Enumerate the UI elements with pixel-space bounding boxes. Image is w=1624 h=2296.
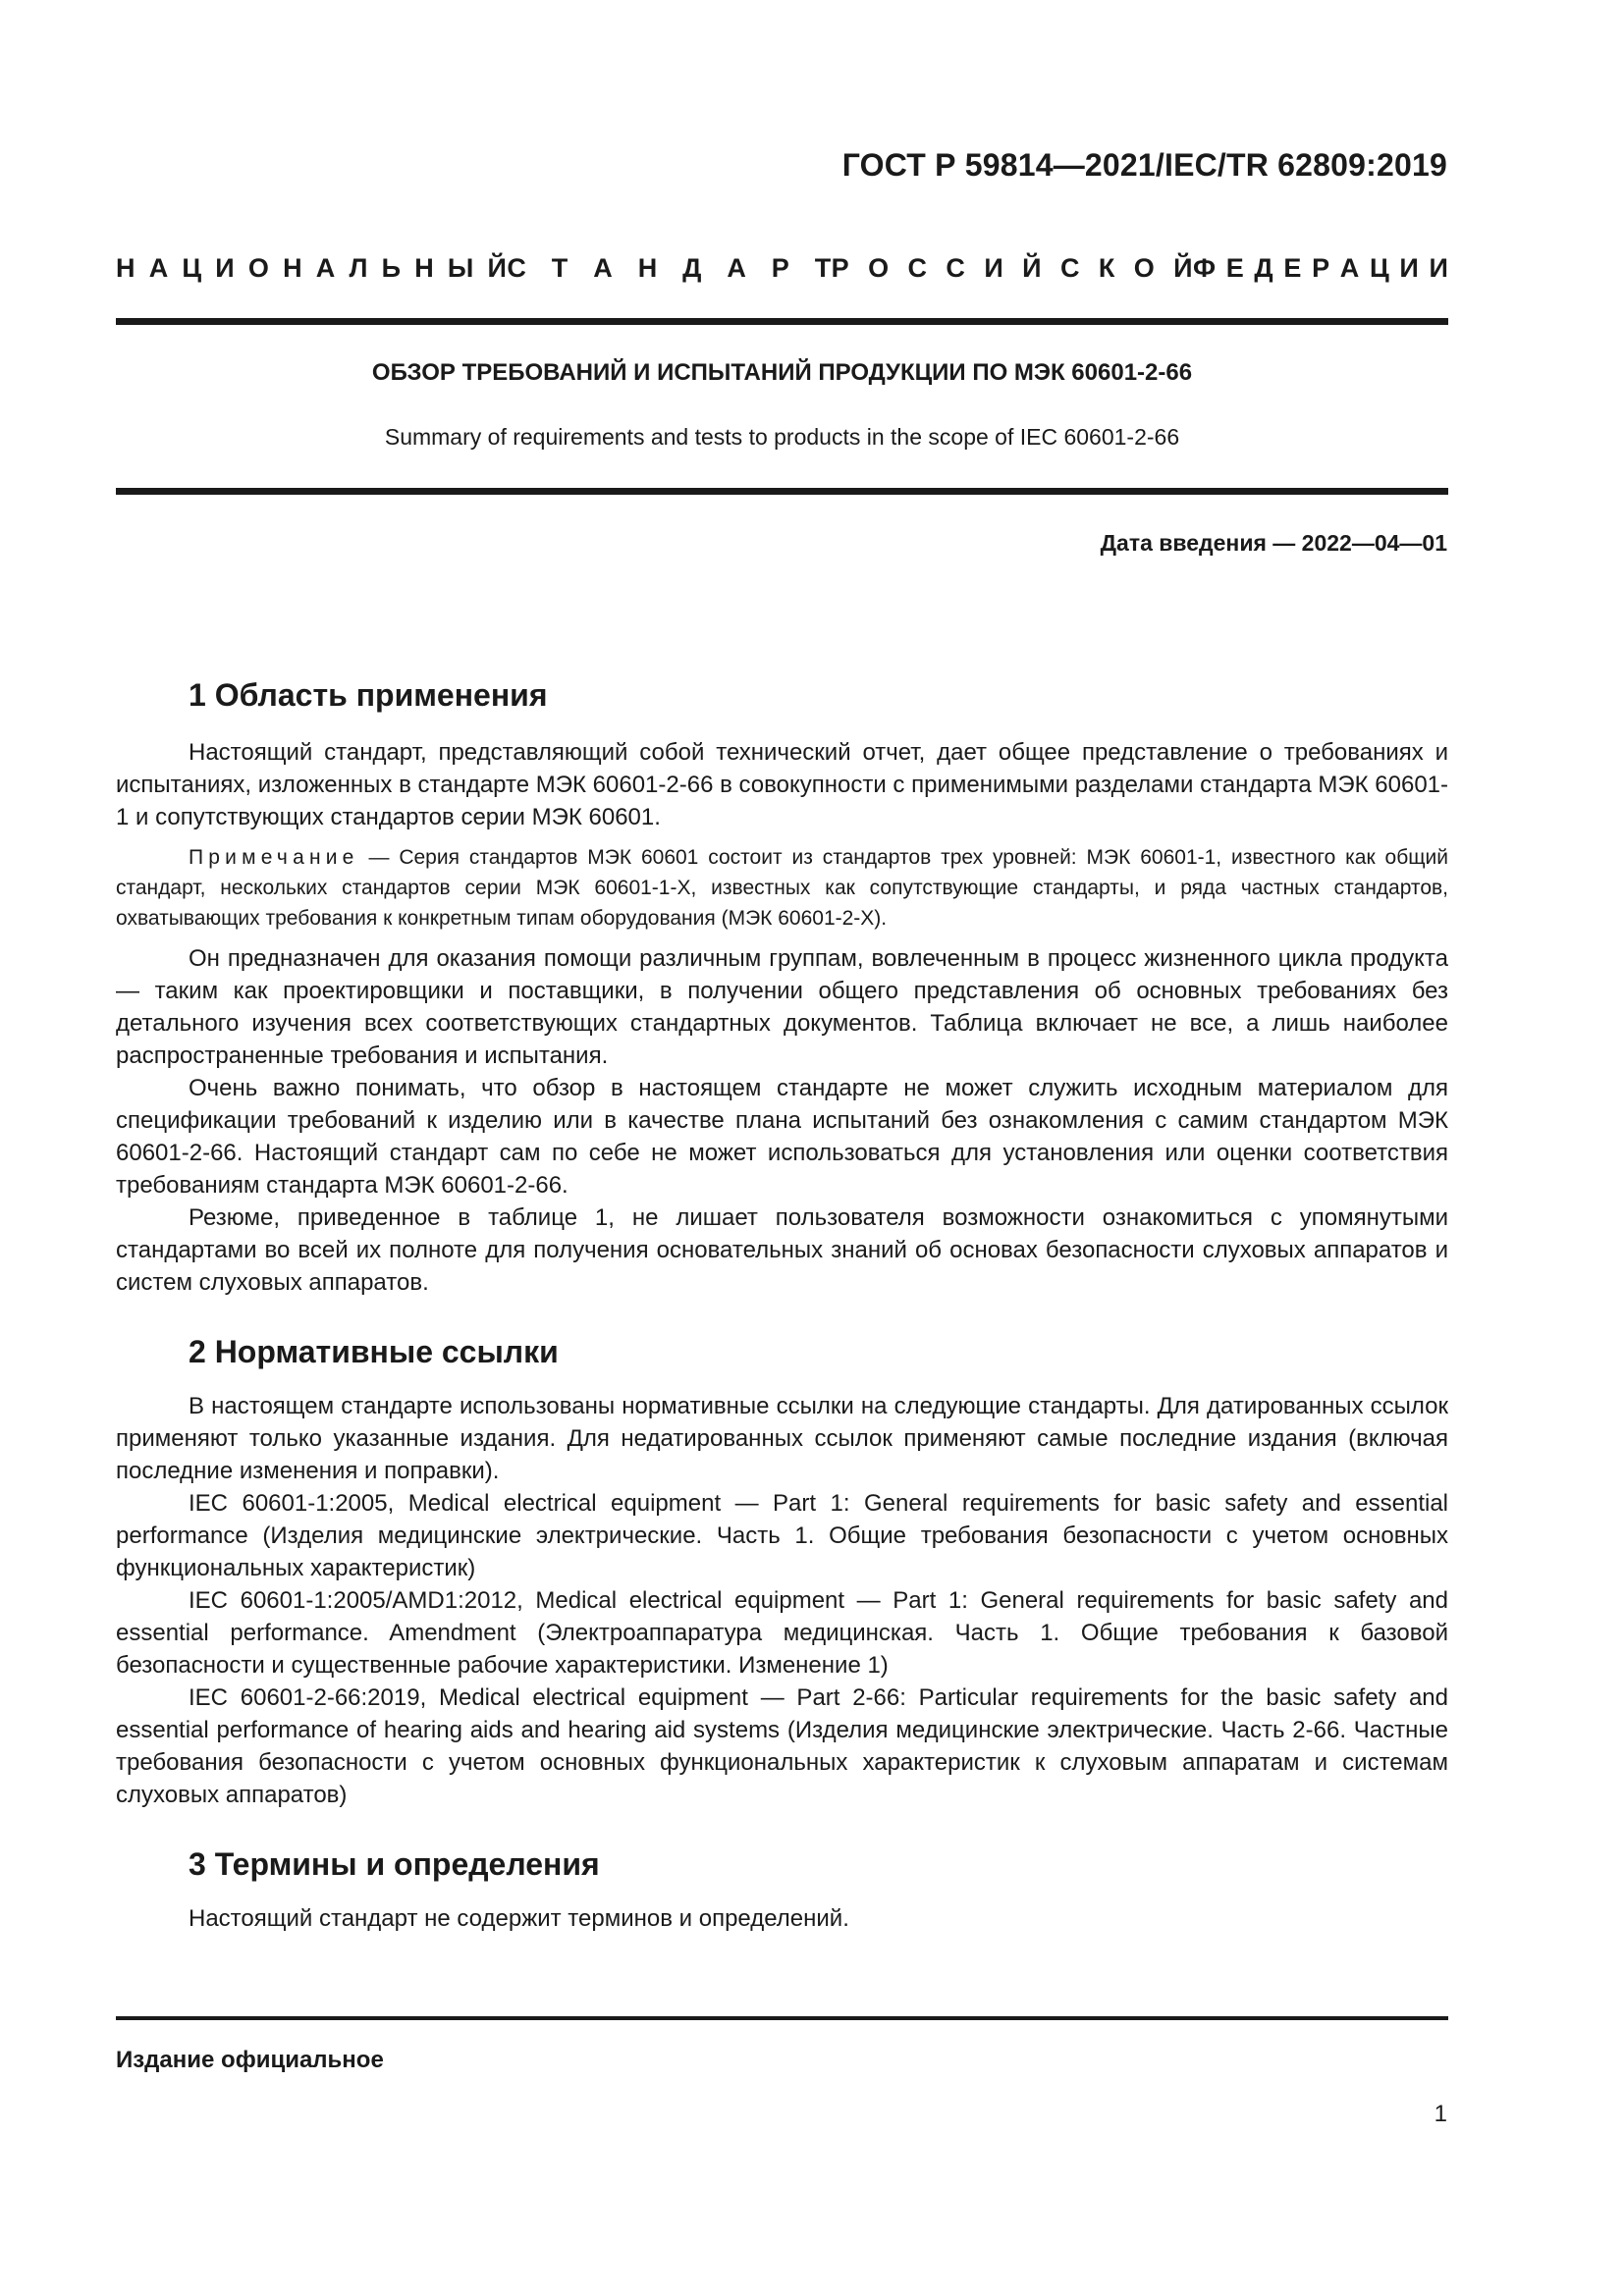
banner-letter: Т bbox=[551, 253, 568, 283]
banner-word bbox=[1193, 253, 1448, 284]
banner-letter: А bbox=[727, 253, 746, 283]
banner-letter: И bbox=[1399, 253, 1419, 283]
banner-letter: Ц bbox=[1369, 253, 1389, 283]
banner-letter: Д bbox=[682, 253, 702, 283]
banner-word bbox=[116, 253, 507, 284]
section-heading: 1 Область применения bbox=[189, 677, 548, 713]
page-number: 1 bbox=[1434, 2101, 1447, 2127]
banner-letter: О bbox=[868, 253, 890, 283]
reference-entry: IEC 60601-2-66:2019, Medical electrical equipment — Part 2-66: Particular requirements for the basic safety and essential performance of hearing aids and hearing aid systems (Изделия медицинские электрические. Часть 2-66. Частные требования безопасности с учетом основных функциональных характеристик к слуховым аппаратам и системам слуховых аппаратов) bbox=[116, 1684, 1448, 1808]
paragraph: Настоящий стандарт не содержит терминов и определений. bbox=[189, 1905, 849, 1932]
banner-letter: Р bbox=[771, 253, 789, 283]
paragraph: Он предназначен для оказания помощи различным группам, вовлеченным в процесс жизненного цикла продукта — таким как проектировщики и поставщики, в получении общего представления об основных требованиях без детального изучения всех соответствующих стандартных документов. Таблица включает не все, а лишь наиболее распространенные требования и испытания. bbox=[116, 945, 1448, 1069]
banner-letter: А bbox=[1339, 253, 1360, 283]
national-standard-banner bbox=[116, 253, 1448, 284]
divider-rule bbox=[116, 488, 1448, 495]
reference-entry: IEC 60601-1:2005/AMD1:2012, Medical electrical equipment — Part 1: General requirements for basic safety and essential performance. Amendment (Электроаппаратура медицинская. Часть 1. Общие требования к базовой безопасности и существенные рабочие характеристики. Изменение 1) bbox=[116, 1587, 1448, 1679]
banner-letter: Й bbox=[487, 253, 507, 283]
banner-letter: Ц bbox=[182, 253, 202, 283]
banner-letter: А bbox=[148, 253, 169, 283]
banner-letter: С bbox=[1059, 253, 1080, 283]
banner-letter: О bbox=[247, 253, 269, 283]
banner-letter: Й bbox=[1173, 253, 1193, 283]
banner-letter: Е bbox=[1225, 253, 1244, 283]
banner-word bbox=[832, 253, 1193, 284]
paragraph: Настоящий стандарт, представляющий собой технический отчет, дает общее представление о требованиях и испытаниях, изложенных в стандарте МЭК 60601-2-66 в совокупности с применимыми разделами стандарта МЭК 60601-1 и сопутствующих стандартов серии МЭК 60601. bbox=[116, 739, 1448, 830]
banner-letter: К bbox=[1098, 253, 1115, 283]
paragraph: В настоящем стандарте использованы нормативные ссылки на следующие стандарты. Для датированных ссылок применяют только указанные издания. Для недатированных ссылок применяют самые последние издания (включая последние изменения и поправки). bbox=[116, 1393, 1448, 1484]
title-english: Summary of requirements and tests to products in the scope of IEC 60601-2-66 bbox=[384, 424, 1180, 450]
divider-rule bbox=[116, 318, 1448, 325]
title-russian: ОБЗОР ТРЕБОВАНИЙ И ИСПЫТАНИЙ ПРОДУКЦИИ ПО МЭК 60601-2-66 bbox=[371, 359, 1193, 386]
section-heading: 3 Термины и определения bbox=[189, 1846, 600, 1882]
banner-letter: Н bbox=[637, 253, 658, 283]
paragraph: Резюме, приведенное в таблице 1, не лишает пользователя возможности ознакомиться с упомянутыми стандартами во всей их полноте для получения основательных знаний об основах безопасности слуховых аппаратов и систем слуховых аппаратов. bbox=[116, 1204, 1448, 1296]
paragraph: Очень важно понимать, что обзор в настоящем стандарте не может служить исходным материалом для спецификации требований к изделию или в качестве плана испытаний без ознакомления с самим стандартом МЭК 60601-2-66. Настоящий стандарт сам по себе не может использоваться для установления или оценки соответствия требованиям стандарта МЭК 60601-2-66. bbox=[116, 1075, 1448, 1199]
banner-letter: Ь bbox=[381, 253, 402, 283]
banner-letter: Р bbox=[831, 253, 849, 283]
document-number: ГОСТ Р 59814—2021/IEC/TR 62809:2019 bbox=[841, 147, 1447, 183]
banner-letter: И bbox=[1429, 253, 1448, 283]
banner-word bbox=[507, 253, 831, 284]
banner-letter: С bbox=[907, 253, 927, 283]
introduction-date: Дата введения — 2022—04—01 bbox=[1100, 530, 1447, 556]
banner-letter: Ы bbox=[447, 253, 474, 283]
banner-letter: Т bbox=[814, 253, 832, 283]
note bbox=[116, 842, 1448, 934]
banner-letter: Н bbox=[116, 253, 135, 283]
banner-letter: О bbox=[1133, 253, 1155, 283]
edition-label: Издание официальное bbox=[116, 2047, 384, 2073]
banner-letter: Р bbox=[1312, 253, 1330, 283]
banner-letter: А bbox=[315, 253, 336, 283]
note-label: Примечание bbox=[189, 846, 359, 869]
note-text: — Серия стандартов МЭК 60601 состоит из стандартов трех уровней: МЭК 60601-1, известного как общий стандарт, нескольких стандартов серии МЭК 60601-1-Х, известных как сопутствующие стандарты, и ряда частных стандартов, охватывающих требования к конкретным типам оборудования (МЭК 60601-2-Х). bbox=[116, 846, 1448, 930]
banner-letter: Д bbox=[1254, 253, 1273, 283]
banner-letter: С bbox=[507, 253, 526, 283]
banner-letter: Л bbox=[349, 253, 368, 283]
divider-rule bbox=[116, 2016, 1448, 2020]
document-body bbox=[116, 673, 1448, 1935]
banner-letter: Й bbox=[1022, 253, 1042, 283]
banner-letter: Н bbox=[414, 253, 434, 283]
banner-letter: Е bbox=[1283, 253, 1302, 283]
banner-letter: И bbox=[215, 253, 235, 283]
banner-letter: Н bbox=[283, 253, 302, 283]
banner-letter: С bbox=[946, 253, 965, 283]
section-heading: 2 Нормативные ссылки bbox=[189, 1334, 559, 1369]
banner-letter: Ф bbox=[1192, 253, 1217, 283]
banner-letter: И bbox=[984, 253, 1003, 283]
reference-entry: IEC 60601-1:2005, Medical electrical equipment — Part 1: General requirements for basic safety and essential performance (Изделия медицинские электрические. Часть 1. Общие требования безопасности с учетом основных функциональных характеристик) bbox=[116, 1490, 1448, 1581]
banner-letter: А bbox=[593, 253, 613, 283]
